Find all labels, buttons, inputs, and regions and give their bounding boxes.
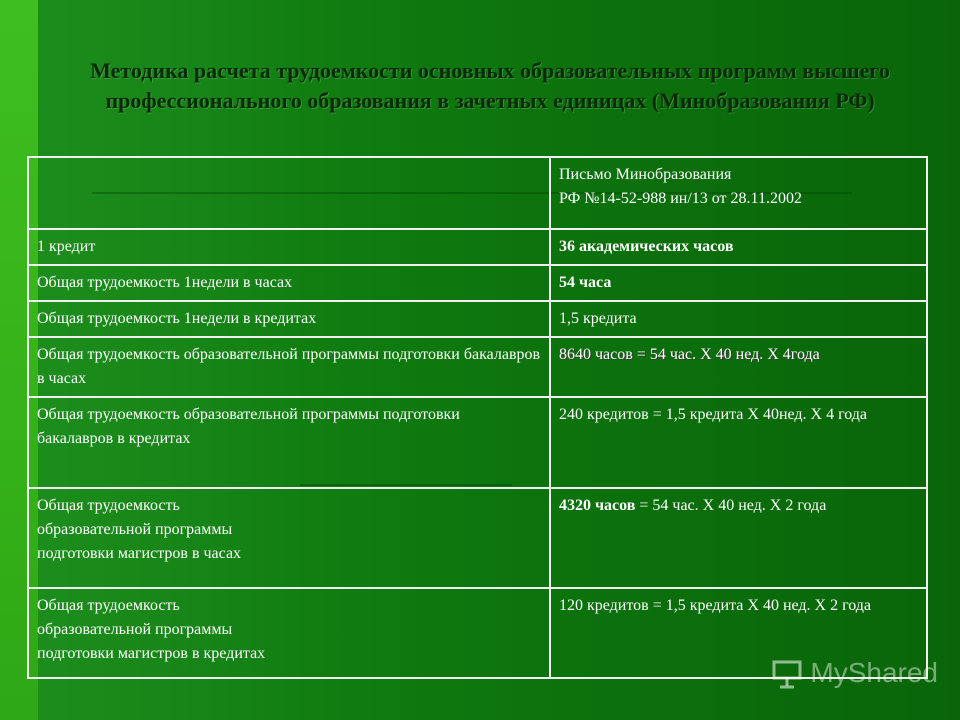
label-line: Общая трудоемкость образовательной программы подготовки [37, 406, 460, 423]
row-label [28, 397, 550, 488]
presentation-icon [770, 656, 804, 690]
row-label [28, 488, 550, 588]
row-label: 1 кредит [28, 229, 550, 265]
table-row [28, 265, 927, 301]
header-source-cell [550, 157, 927, 229]
header-line: РФ №14-52-988 ин/13 от 28.11.2002 [559, 190, 802, 207]
table-row [28, 488, 927, 588]
page-title: Методика расчета трудоемкости основных образовательных программ высшего профессионального образования в зачетных единицах (Минобразования РФ) [90, 58, 890, 113]
watermark-text: MyShared [810, 657, 938, 688]
row-value: 120 кредитов = 1,5 кредита Х 40 нед. Х 2 года [550, 588, 927, 678]
header-empty-cell [28, 157, 550, 229]
row-value: 1,5 кредита [550, 301, 927, 337]
table-row [28, 397, 927, 488]
label-line: подготовки магистров в кредитах [37, 645, 266, 662]
row-value [550, 488, 927, 588]
label-line: подготовки магистров в часах [37, 545, 242, 562]
data-table [27, 156, 928, 679]
label-line: Общая трудоемкость [37, 497, 180, 514]
label-line: бакалавров в кредитах [37, 430, 191, 447]
table-row [28, 229, 927, 265]
row-value: 240 кредитов = 1,5 кредита Х 40нед. Х 4 года [550, 397, 927, 488]
label-line: Общая трудоемкость [37, 597, 180, 614]
value-bold: 4320 часов [559, 497, 636, 514]
value-rest: = 54 час. Х 40 нед. Х 2 года [635, 497, 827, 514]
label-line: образовательной программы [37, 521, 233, 538]
label-line: образовательной программы [37, 621, 233, 638]
table-row [28, 337, 927, 397]
table-header-row [28, 157, 927, 229]
row-value: 54 часа [550, 265, 927, 301]
row-label: Общая трудоемкость образовательной программы подготовки бакалавров в часах [28, 337, 550, 397]
row-label: Общая трудоемкость 1недели в часах [28, 265, 550, 301]
row-label: Общая трудоемкость 1недели в кредитах [28, 301, 550, 337]
header-line: Письмо Минобразования [559, 166, 732, 183]
table-row [28, 301, 927, 337]
watermark [770, 656, 938, 690]
row-label [28, 588, 550, 678]
row-value: 8640 часов = 54 час. Х 40 нед. Х 4года [550, 337, 927, 397]
row-value: 36 академических часов [550, 229, 927, 265]
